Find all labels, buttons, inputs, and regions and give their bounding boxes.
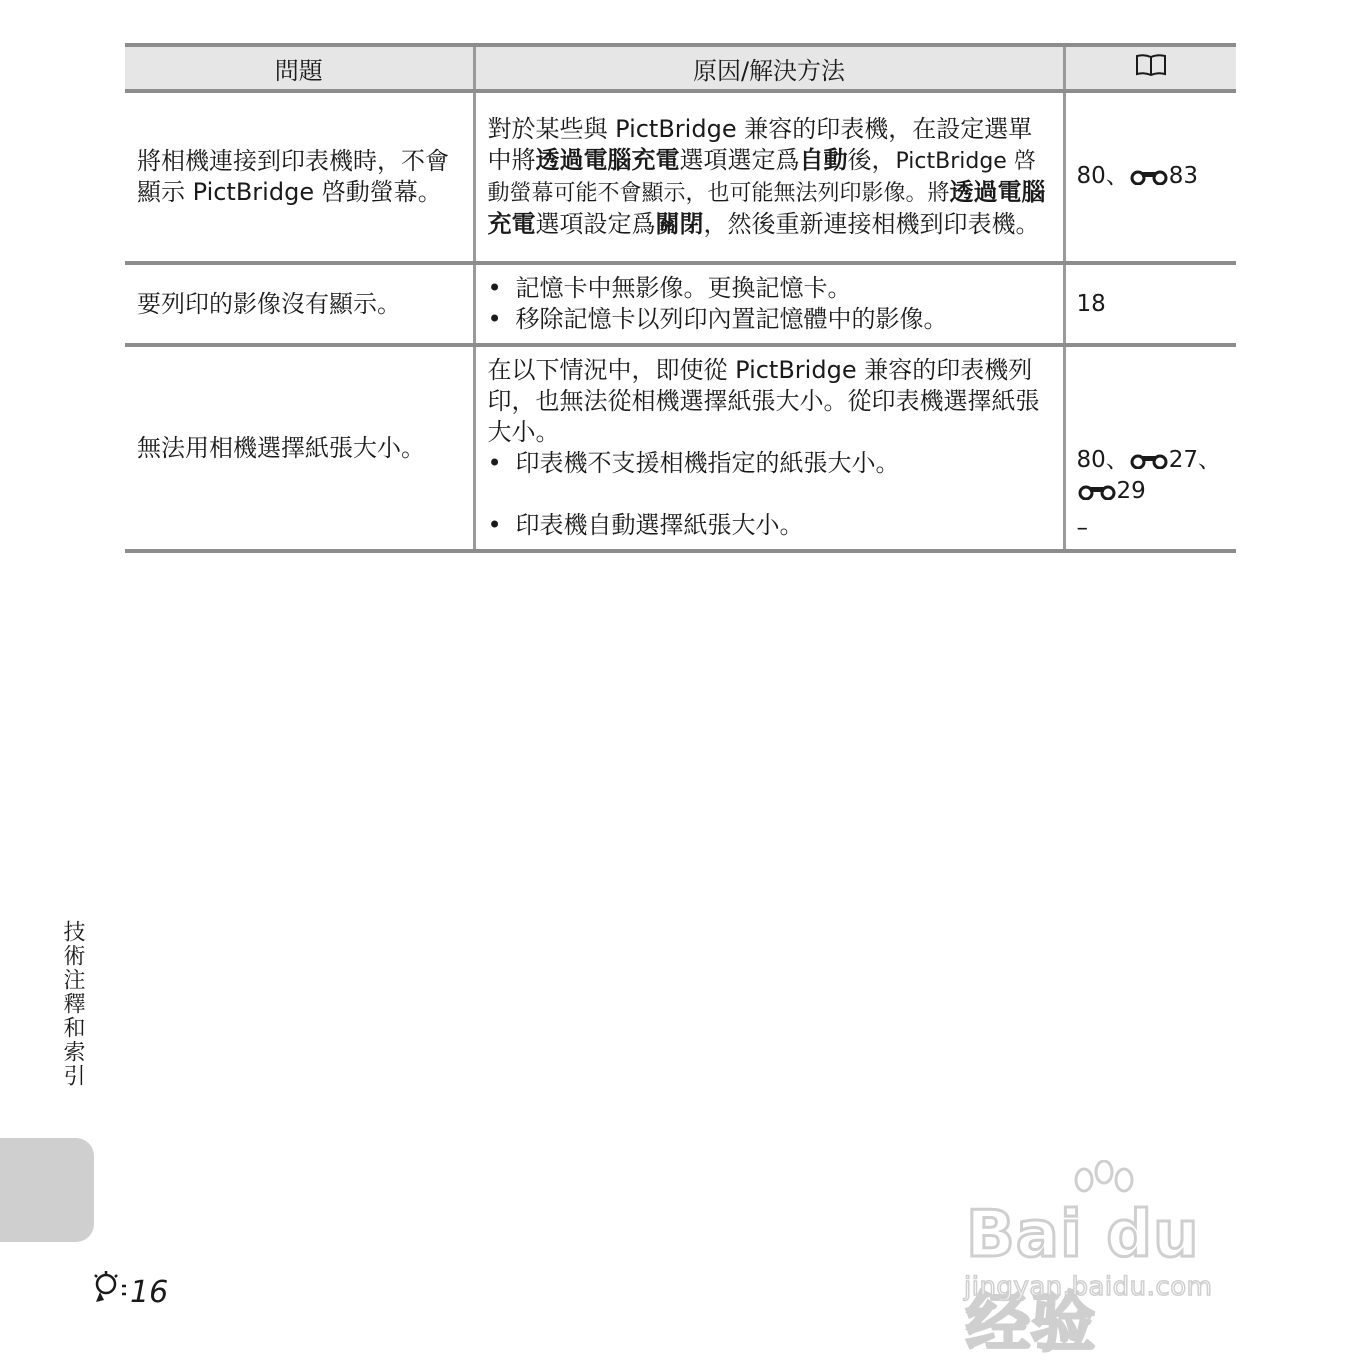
header-solution: 原因/解決方法 [474, 45, 1064, 91]
header-reference [1064, 45, 1236, 91]
book-icon [1134, 53, 1168, 83]
solution-text: 後， [847, 146, 896, 174]
table-row [125, 345, 1236, 551]
page-ref: 80、 [1076, 162, 1129, 189]
setting-name: 透過電腦充電 [487, 178, 1046, 238]
page-ref: – [1076, 515, 1088, 541]
reference-cell: 18 [1064, 263, 1236, 345]
bullet-text: 移除記憶卡以列印內置記憶體中的影像。 [515, 305, 948, 333]
solution-text: 在以下情況中，即使從 PictBridge 兼容的印表機列印，也無法從相機選擇紙張大小。從印表機選擇紙張大小。 [487, 356, 1040, 446]
setting-value: 自動 [799, 146, 848, 174]
bullet-text: 印表機不支援相機指定的紙張大小。 [515, 449, 900, 477]
bullet-text: 記憶卡中無影像。更換記憶卡。 [515, 274, 852, 302]
bullet-item: • 記憶卡中無影像。更換記憶卡。 [487, 274, 852, 302]
watermark-brand: Bai du 经验 [966, 1198, 1200, 1361]
problem-cell: 要列印的影像沒有顯示。 [125, 263, 474, 345]
header-problem: 問題 [125, 45, 474, 91]
solution-text: PictBridge 啓動螢幕可能不會顯示，也可能無法列印影像。將 [487, 149, 1036, 206]
bullet-text: 印表機自動選擇紙張大小。 [515, 511, 804, 539]
page-ref: 83 [1168, 162, 1199, 189]
reference-cell [1064, 345, 1236, 551]
page-ref: 80、 [1076, 447, 1129, 473]
table-header-row [125, 45, 1236, 91]
watermark [960, 1160, 1280, 1361]
technical-notes-icon [88, 1270, 128, 1314]
section-title: 技術注釋和索引 [60, 920, 85, 1088]
solution-cell [474, 263, 1064, 345]
page-number-text: 16 [130, 1274, 169, 1310]
bullet-item: • 移除記憶卡以列印內置記憶體中的影像。 [487, 305, 948, 333]
setting-value: 關閉 [655, 210, 704, 238]
solution-text: 選項選定爲 [679, 146, 800, 174]
bullet-item: • 印表機不支援相機指定的紙張大小。 [487, 449, 900, 477]
reference-section-icon [1078, 479, 1116, 508]
solution-text: ，然後重新連接相機到印表機。 [703, 210, 1040, 238]
solution-cell [474, 345, 1064, 551]
table-row [125, 263, 1236, 345]
reference-cell [1064, 91, 1236, 263]
setting-name: 透過電腦充電 [535, 146, 680, 174]
table-row [125, 91, 1236, 263]
solution-text: 對於某些與 PictBridge 兼容的印表機，在設定選單中將 [487, 115, 1033, 174]
reference-section-icon [1130, 448, 1168, 477]
page-number [88, 1270, 168, 1314]
reference-section-icon [1130, 164, 1168, 193]
section-tab [0, 1138, 94, 1242]
solution-text: 選項設定爲 [535, 210, 656, 238]
watermark-url: jingyan.baidu.com [964, 1272, 1213, 1302]
troubleshooting-table [125, 43, 1236, 553]
solution-cell [474, 91, 1064, 263]
problem-cell: 無法用相機選擇紙張大小。 [125, 345, 474, 551]
page-ref: 27、 [1168, 447, 1222, 473]
bullet-item: • 印表機自動選擇紙張大小。 [487, 511, 804, 539]
page-ref: 29 [1116, 478, 1146, 504]
problem-cell: 將相機連接到印表機時，不會顯示 PictBridge 啓動螢幕。 [125, 91, 474, 263]
